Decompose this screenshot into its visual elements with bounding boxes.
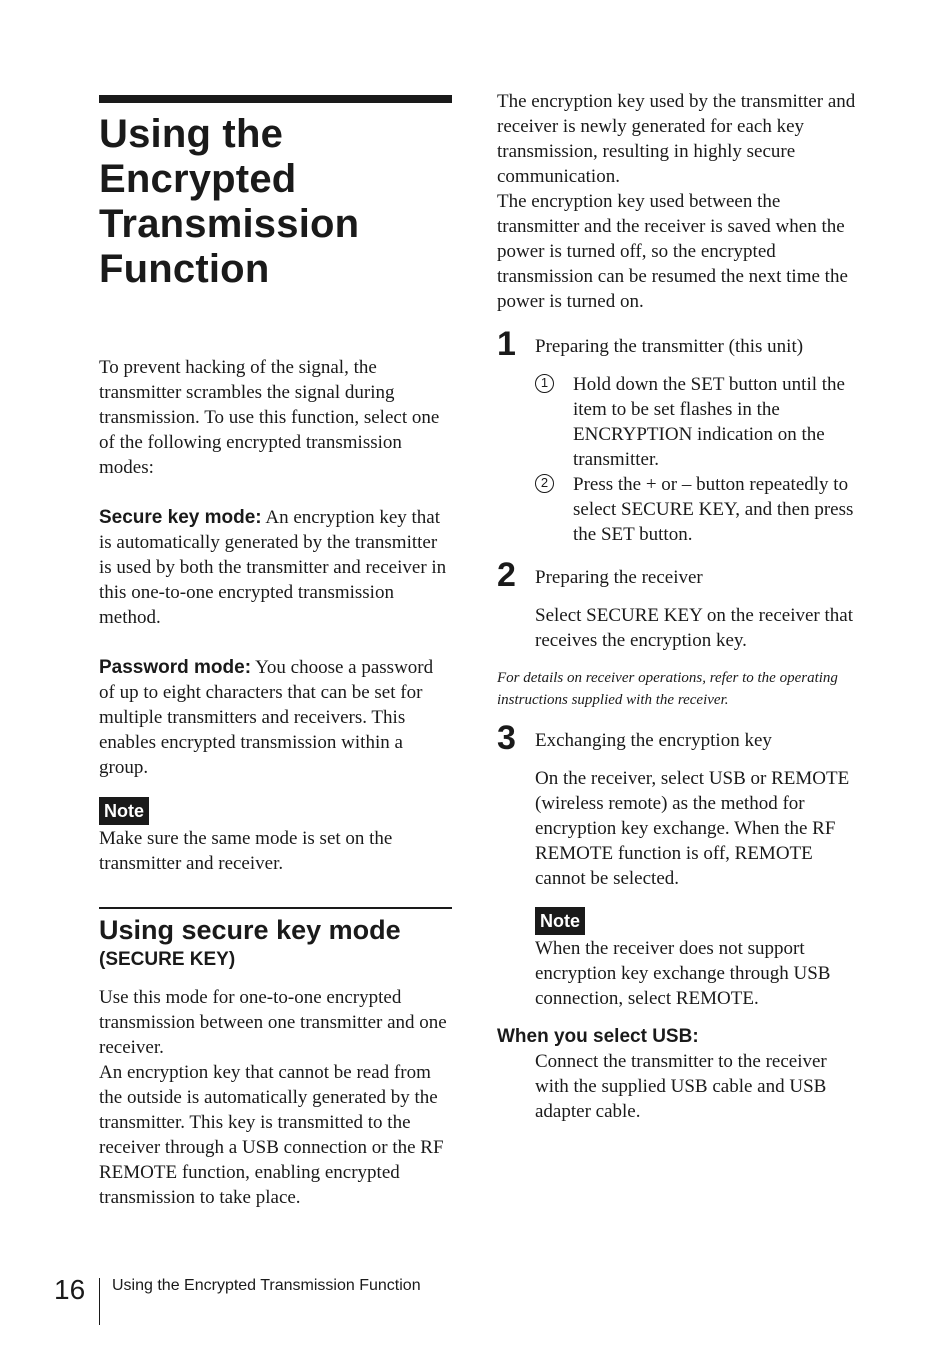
usb-text: Connect the transmitter to the receiver with the supplied USB cable and USB adapter cable.: [535, 1051, 827, 1122]
note-badge: Note: [99, 797, 149, 825]
footer-section-title: Using the Encrypted Transmission Function: [112, 1277, 421, 1294]
section-paragraph-2: An encryption key that cannot be read from the outside is automatically generated by the transmitter. This key is transmitted to the receiver through a USB connection or the RF REMOTE function, enabling encrypted transmission to take place.: [99, 1062, 444, 1208]
secure-key-mode-term: Secure key mode:: [99, 507, 262, 528]
section-subtitle: (SECURE KEY): [99, 949, 236, 970]
title-rule: [99, 95, 452, 103]
secure-key-mode-description: An encryption key that is automatically generated by the transmitter is used by both the transmitter and receiver in this one-to-one encrypted transmission method.: [99, 507, 447, 628]
step-number: 1: [497, 325, 516, 363]
right-paragraph-2: The encryption key used between the transmitter and the receiver is saved when the power is turned off, so the encrypted transmission can be resumed the next time the power is turned on.: [497, 191, 848, 312]
sub-step-1: [535, 372, 857, 472]
circled-number-2-icon: 2: [535, 474, 554, 493]
password-mode-term: Password mode:: [99, 657, 252, 678]
step-number: 3: [497, 719, 516, 757]
section-paragraph-1: Use this mode for one-to-one encrypted transmission between one transmitter and one receiver.: [99, 987, 447, 1058]
note-block: [535, 907, 857, 1011]
note-text: When the receiver does not support encryption key exchange through USB connection, select REMOTE.: [535, 938, 831, 1009]
step-number: 2: [497, 556, 516, 594]
left-column: [99, 95, 452, 1210]
sub-step-text: Press the + or – button repeatedly to select SECURE KEY, and then press the SET button.: [573, 474, 854, 545]
note-text: Make sure the same mode is set on the transmitter and receiver.: [99, 828, 393, 874]
title-line: Transmission: [99, 202, 360, 246]
title-line: Using the: [99, 112, 284, 156]
step-text: On the receiver, select USB or REMOTE (wireless remote) as the method for encryption key exchange. When the RF REMOTE function is off, REMOTE cannot be selected.: [535, 768, 850, 889]
title-line: Function: [99, 247, 270, 291]
sub-step-2: [535, 472, 857, 547]
usb-heading: When you select USB:: [497, 1026, 699, 1047]
section-title: Using secure key mode: [99, 915, 401, 945]
step-1: [497, 326, 857, 547]
secure-key-mode-paragraph: [99, 505, 452, 630]
step-2: [497, 557, 857, 711]
step-title: Preparing the transmitter (this unit): [535, 336, 804, 357]
footer-divider: [99, 1278, 100, 1325]
right-column: [497, 89, 857, 1124]
page-title: [99, 112, 452, 292]
note-block: [99, 797, 452, 876]
title-line: Encrypted: [99, 157, 297, 201]
circled-number-1-icon: 1: [535, 374, 554, 393]
sub-step-text: Hold down the SET button until the item to be set flashes in the ENCRYPTION indication on the transmitter.: [573, 374, 845, 470]
password-mode-paragraph: [99, 655, 452, 780]
step-italic-note: For details on receiver operations, refer to the operating instructions supplied with the receiver.: [497, 670, 838, 708]
intro-paragraph: To prevent hacking of the signal, the transmitter scrambles the signal during transmission. To use this function, select one of the following encrypted transmission modes:: [99, 357, 440, 478]
step-title: Preparing the receiver: [535, 567, 703, 588]
section-rule: [99, 907, 452, 909]
step-text: Select SECURE KEY on the receiver that receives the encryption key.: [535, 605, 853, 651]
step-3: [497, 720, 857, 1124]
page-number: 16: [54, 1274, 86, 1305]
right-paragraph-1: The encryption key used by the transmitter and receiver is newly generated for each key transmission, resulting in highly secure communication.: [497, 91, 856, 187]
note-badge: Note: [535, 907, 585, 935]
password-mode-description: You choose a password of up to eight characters that can be set for multiple transmitters and receivers. This enables encrypted transmission within a group.: [99, 657, 434, 778]
step-title: Exchanging the encryption key: [535, 730, 772, 751]
